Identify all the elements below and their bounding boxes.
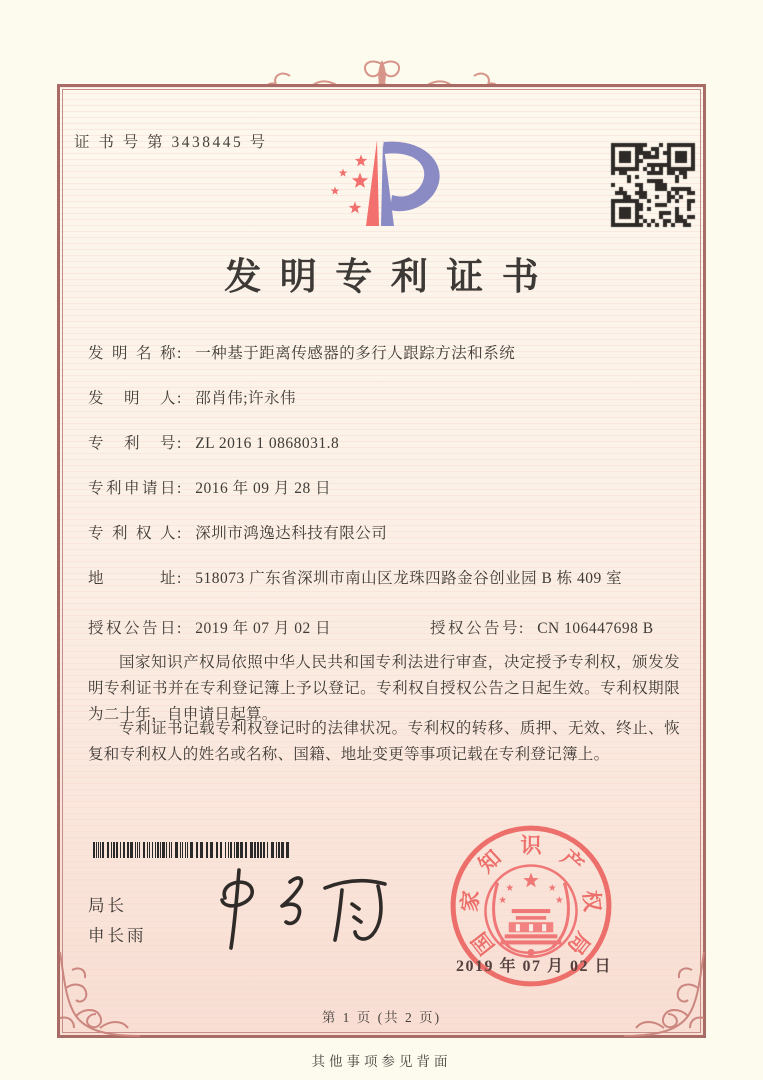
field-address	[88, 567, 663, 590]
certificate-number: 证 书 号 第 3438445 号	[74, 134, 268, 151]
field-colon: :	[177, 525, 182, 542]
field-label: 专利申请日	[88, 480, 176, 497]
field-label: 发明人	[88, 390, 176, 407]
field-label: 授权公告号	[430, 620, 518, 637]
svg-text:识: 识	[520, 833, 542, 858]
commissioner-signature	[195, 860, 405, 960]
field-value: 2019 年 07 月 02 日	[195, 620, 332, 637]
field-filing-date	[88, 477, 331, 500]
field-label: 授权公告日	[88, 620, 176, 637]
back-note: 其他事项参见背面	[311, 1054, 452, 1069]
seal-date: 2019 年 07 月 02 日	[455, 958, 612, 975]
commissioner-block	[88, 891, 147, 951]
field-label: 发明名称	[88, 345, 176, 362]
svg-text:家: 家	[457, 889, 484, 913]
field-value: 518073 广东省深圳市南山区龙珠四路金谷创业园 B 栋 409 室	[195, 570, 623, 587]
svg-text:权: 权	[578, 889, 605, 913]
field-value: CN 106447698 B	[537, 620, 654, 637]
svg-text:局: 局	[562, 927, 595, 960]
svg-text:国: 国	[467, 927, 500, 960]
legal-paragraph-2: 专利证书记载专利权登记时的法律状况。专利权的转移、质押、无效、终止、恢复和专利权人的姓名或名称、国籍、地址变更等事项记载在专利登记簿上。	[88, 720, 680, 763]
field-patentee	[88, 522, 387, 545]
field-colon: :	[177, 570, 182, 587]
field-label: 专利号	[88, 435, 176, 452]
page-number: 第 1 页 (共 2 页)	[321, 1010, 442, 1025]
field-colon: :	[177, 620, 182, 637]
field-grant-number	[430, 617, 654, 640]
commissioner-name: 申长雨	[88, 926, 147, 945]
field-colon: :	[177, 435, 182, 452]
field-value: 2016 年 09 月 28 日	[195, 480, 332, 497]
field-colon: :	[177, 480, 182, 497]
commissioner-title: 局长	[88, 896, 127, 915]
legal-paragraph-1: 国家知识产权局依照中华人民共和国专利法进行审查，决定授予专利权，颁发发明专利证书并在专利登记簿上予以登记。专利权自授权公告之日起生效。专利权期限为二十年，自申请日起算。	[88, 654, 680, 723]
field-inventors	[88, 387, 296, 410]
field-value: 一种基于距离传感器的多行人跟踪方法和系统	[195, 345, 516, 362]
field-invention-name	[88, 342, 515, 365]
field-label: 地址	[88, 570, 176, 587]
field-colon: :	[519, 620, 524, 637]
svg-text:知: 知	[473, 845, 506, 878]
barcode-icon	[93, 842, 289, 858]
field-colon: :	[177, 390, 182, 407]
certificate-title: 发明专利证书	[224, 257, 558, 298]
qr-code-icon	[606, 138, 700, 232]
bottom-left-flourish-ornament	[52, 948, 144, 1040]
seal-ring-text	[457, 833, 606, 959]
field-colon: :	[177, 345, 182, 362]
field-value: ZL 2016 1 0868031.8	[195, 435, 340, 452]
field-value: 邵肖伟;许永伟	[195, 390, 296, 407]
bottom-right-flourish-ornament	[620, 948, 712, 1040]
field-patent-number	[88, 432, 339, 455]
field-grant-row	[88, 617, 680, 640]
field-value: 深圳市鸿逸达科技有限公司	[195, 525, 388, 542]
field-label: 专利权人	[88, 525, 176, 542]
svg-text:产: 产	[556, 845, 589, 878]
cnipa-logo-icon	[320, 130, 488, 240]
